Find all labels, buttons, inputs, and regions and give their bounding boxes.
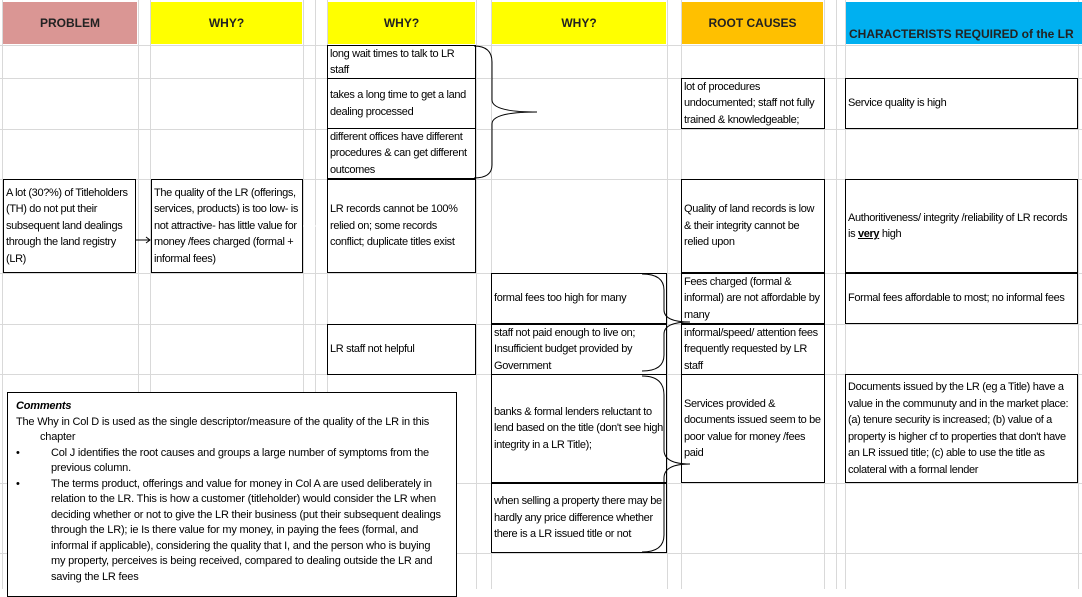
problem-text: A lot (30?%) of Titleholders (TH) do not put their subsequent land dealings through the land registry (LR): [6, 186, 128, 265]
why3-box: [491, 483, 667, 553]
comment-item: [16, 477, 446, 586]
why2-box: [327, 324, 476, 375]
characteristic-box: [845, 179, 1078, 273]
root-cause-text: Quality of land records is low & their integrity cannot be relied upon: [684, 203, 815, 249]
why2-text: takes a long time to get a land dealing processed: [330, 89, 466, 118]
why2-text: LR records cannot be 100% relied on; some records conflict; duplicate titles exist: [330, 203, 458, 249]
why1-box: [151, 179, 303, 273]
why3-box: [491, 273, 667, 324]
root-cause-text: lot of procedures undocumented; staff not fully trained & knowledgeable;: [684, 80, 815, 126]
why2-text: different offices have different procedures & can get different outcomes: [330, 130, 467, 176]
header-problem: PROBLEM: [3, 2, 137, 44]
comments-title: Comments: [16, 400, 72, 412]
root-cause-box: [681, 179, 825, 273]
root-cause-box: [681, 273, 825, 324]
why3-text: formal fees too high for many: [494, 292, 627, 305]
comment-text: Col J identifies the root causes and groups a large number of symptoms from the previous column.: [51, 446, 429, 474]
comment-text: The terms product, offerings and value for money in Col A are used deliberately in relation to the LR. This is how a customer (titleholder) would consider the LR when deciding whether or not to give the LR their business (put their subsequent dealings through the LR); ie Is there value for my money, in paying the fees (formal, and informal if applicable), considering the quality that I, and the person who is buying my property, perceives is being received, compared to dealing outside the LR and saving the LR fees: [51, 477, 441, 583]
comments-intro: [16, 415, 446, 446]
root-cause-box: [681, 374, 825, 483]
bullet-icon: •: [16, 477, 20, 490]
why2-box: [327, 179, 476, 273]
why3-box: [491, 324, 667, 375]
why1-text: The quality of the LR (offerings, services, products) is too low- is not attractive- has little value for money /fees charged (formal + informal fees): [154, 186, 298, 265]
comments-box: [7, 392, 457, 597]
why2-text: LR staff not helpful: [330, 343, 415, 356]
header-why-3: WHY?: [492, 2, 666, 44]
header-why-1: WHY?: [151, 2, 302, 44]
why3-box: [491, 374, 667, 483]
root-cause-box: [681, 78, 825, 129]
characteristic-text: Service quality is high: [848, 97, 947, 110]
comments-intro-line: chapter: [40, 431, 76, 443]
root-cause-text: Services provided & documents issued seem to be poor value for money /fees paid: [684, 397, 821, 459]
comments-intro-line: The Why in Col D is used as the single descriptor/measure of the quality of the LR in this: [16, 415, 430, 428]
problem-box: [3, 179, 136, 273]
why3-text: banks & formal lenders reluctant to lend based on the title (don't see high integrity in a LR Title);: [494, 405, 663, 451]
comments-list: [16, 446, 446, 586]
root-cause-box: [681, 324, 825, 375]
header-root-causes: ROOT CAUSES: [682, 2, 823, 44]
characteristic-box: [845, 78, 1078, 129]
characteristic-box: [845, 273, 1078, 324]
characteristic-text-post: high: [879, 228, 902, 240]
bracket-why2: [474, 46, 537, 178]
why2-box: [327, 128, 476, 179]
why2-text: long wait times to talk to LR staff: [330, 47, 455, 76]
bullet-icon: •: [16, 446, 20, 459]
characteristic-emphasis: very: [857, 228, 880, 240]
root-cause-text: informal/speed/ attention fees frequently requested by LR staff: [684, 326, 818, 372]
header-characteristics: CHARACTERISTS REQUIRED of the LR: [846, 2, 1082, 44]
characteristic-text: [848, 210, 1075, 243]
why2-box: [327, 78, 476, 129]
characteristic-box: [845, 374, 1078, 483]
header-why-2: WHY?: [328, 2, 475, 44]
comment-item: [16, 446, 446, 477]
characteristic-text-pre: Authoritiveness/ integrity /reliability of LR records is: [848, 211, 1068, 240]
root-cause-text: Fees charged (formal & informal) are not affordable by many: [684, 275, 820, 321]
characteristic-text: Documents issued by the LR (eg a Title) have a value in the communuty and in the market place: (a) tenure security is increased; (b) value of a property is higher cf to properties that don't have an LR issued title; (c) able to use the title as colateral with a formal lender: [848, 381, 1069, 476]
characteristic-text: Formal fees affordable to most; no informal fees: [848, 292, 1065, 305]
why3-text: when selling a property there may be hardly any price difference whether there is a LR issued title or not: [494, 495, 662, 541]
why2-box: [327, 45, 476, 79]
why3-text: staff not paid enough to live on; Insufficient budget provided by Government: [494, 326, 636, 372]
